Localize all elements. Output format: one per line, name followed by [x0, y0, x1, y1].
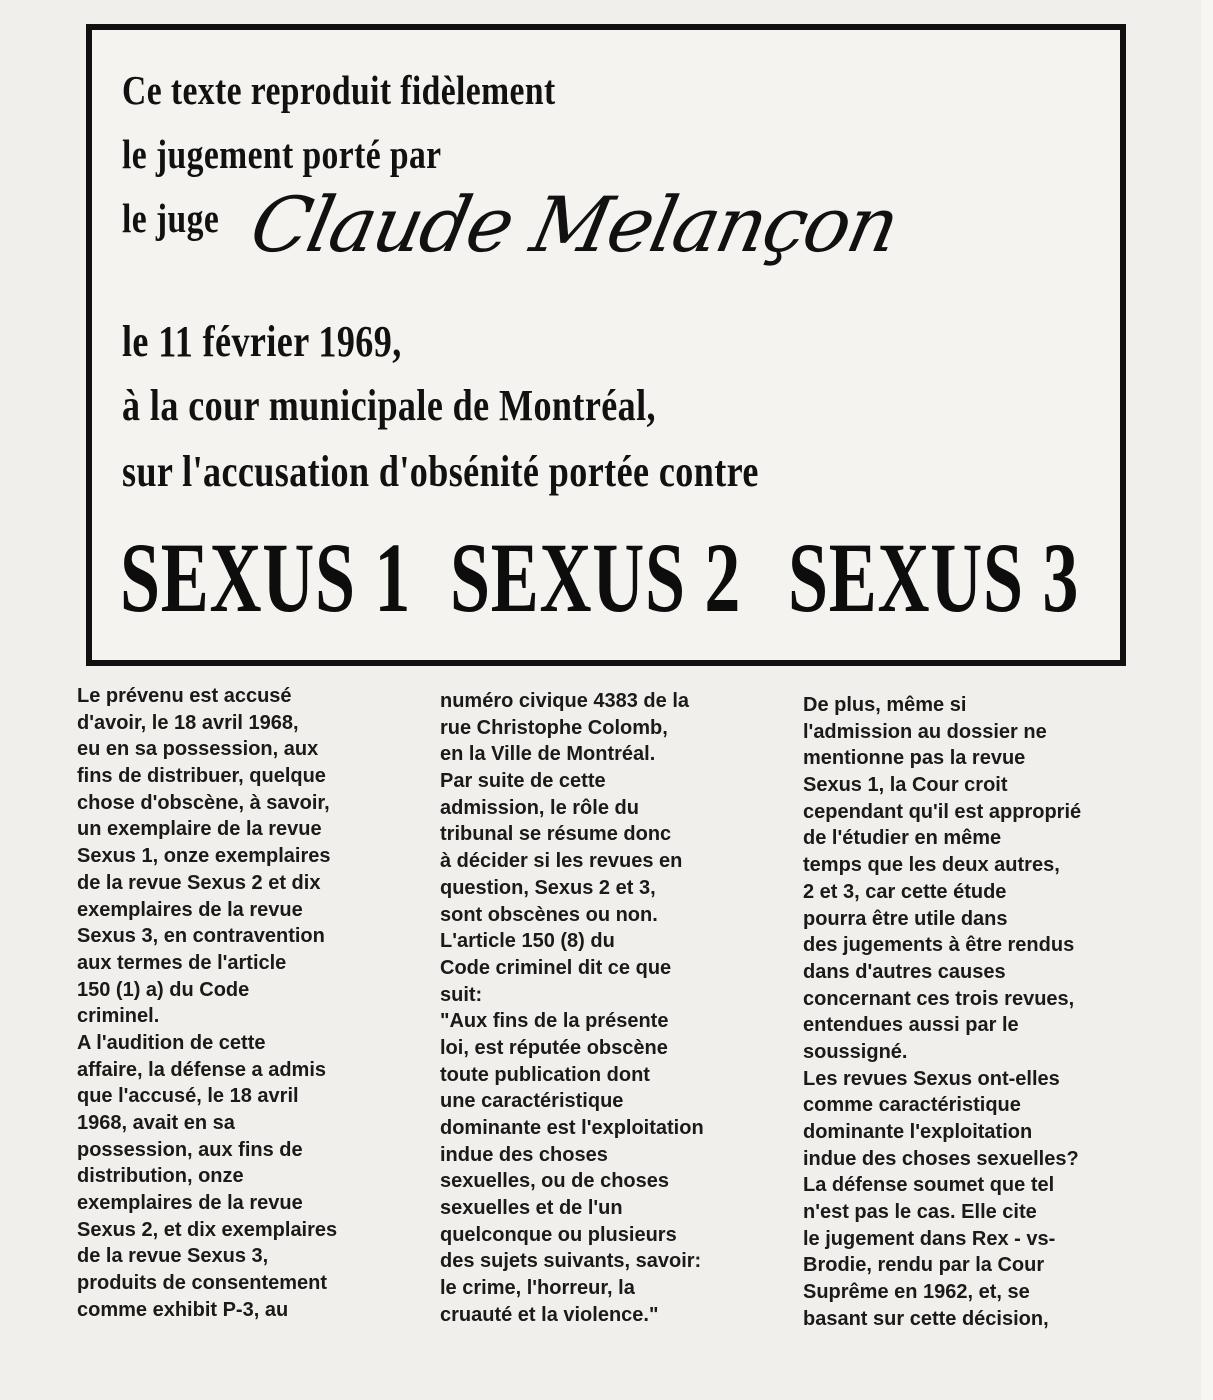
headline-line: le jugement porté par	[122, 131, 442, 177]
text-line: produits de consentement	[77, 1272, 328, 1295]
text-line: L'article 150 (8) du	[440, 930, 615, 953]
text-line: une caractéristique	[440, 1090, 624, 1113]
text-column-3	[803, 692, 1081, 1333]
text-line: dominante l'exploitation	[803, 1121, 1033, 1143]
page-edge	[1201, 0, 1213, 1400]
magazine-title-sexus-2: SEXUS 2	[450, 522, 742, 633]
text-line: indue des choses	[440, 1143, 608, 1166]
text-line: Le prévenu est accusé	[77, 685, 292, 707]
text-line: eu en sa possession, aux	[77, 738, 319, 761]
text-line: loi, est réputée obscène	[440, 1036, 668, 1059]
text-line: toute publication dont	[440, 1063, 650, 1086]
text-line: cruauté et la violence."	[440, 1303, 659, 1326]
text-line: exemplaires de la revue	[77, 1192, 303, 1215]
text-line: exemplaires de la revue	[77, 898, 303, 921]
text-line: Sexus 1, la Cour croit	[803, 774, 1008, 797]
text-line: sexuelles, ou de choses	[440, 1170, 669, 1193]
text-line: aux termes de l'article	[77, 951, 287, 974]
text-line: mentionne pas la revue	[803, 747, 1026, 770]
text-line: A l'audition de cette	[77, 1031, 266, 1054]
text-line: question, Sexus 2 et 3,	[440, 876, 656, 899]
text-line: des jugements à être rendus	[803, 934, 1075, 957]
text-line: "Aux fins de la présente	[440, 1010, 669, 1033]
text-line: comme caractéristique	[803, 1094, 1021, 1117]
magazine-title-sexus-3: SEXUS 3	[788, 522, 1080, 633]
text-line: Suprême en 1962, et, se	[803, 1281, 1030, 1304]
text-line: De plus, même si	[803, 694, 967, 716]
text-line: basant sur cette décision,	[803, 1307, 1049, 1330]
text-line: admission, le rôle du	[440, 796, 639, 819]
text-line: La défense soumet que tel	[803, 1174, 1055, 1197]
text-line: de la revue Sexus 3,	[77, 1245, 269, 1268]
text-line: 2 et 3, car cette étude	[803, 880, 1007, 903]
text-line: distribution, onze	[77, 1165, 244, 1188]
headline-date: le 11 février 1969,	[122, 317, 402, 366]
text-column-1	[77, 683, 337, 1324]
text-line: tribunal se résume donc	[440, 823, 672, 846]
text-line: soussigné.	[803, 1040, 908, 1063]
text-line: comme exhibit P-3, au	[77, 1298, 289, 1321]
text-line: Sexus 3, en contravention	[77, 925, 325, 948]
text-line: quelconque ou plusieurs	[440, 1223, 677, 1246]
text-line: le jugement dans Rex - vs-	[803, 1227, 1056, 1250]
title-box	[86, 24, 1126, 666]
headline-line: le juge	[122, 195, 220, 241]
text-line: Sexus 1, onze exemplaires	[77, 845, 331, 868]
text-line: temps que les deux autres,	[803, 854, 1060, 877]
text-line: des sujets suivants, savoir:	[440, 1250, 702, 1273]
magazine-titles	[120, 518, 1090, 638]
text-line: le crime, l'horreur, la	[440, 1277, 635, 1300]
text-line: un exemplaire de la revue	[77, 818, 322, 841]
text-line: sexuelles et de l'un	[440, 1197, 623, 1220]
text-line: concernant ces trois revues,	[803, 987, 1075, 1010]
text-line: affaire, la défense a admis	[77, 1058, 327, 1081]
text-line: chose d'obscène, à savoir,	[77, 791, 330, 814]
text-line: criminel.	[77, 1005, 160, 1028]
text-line: Code criminel dit ce que	[440, 956, 672, 979]
text-line: 1968, avait en sa	[77, 1112, 235, 1134]
text-line: à décider si les revues en	[440, 850, 683, 873]
text-line: dominante est l'exploitation	[440, 1117, 704, 1139]
text-line: Les revues Sexus ont-elles	[803, 1067, 1060, 1090]
text-line: en la Ville de Montréal.	[440, 743, 656, 766]
text-line: suit:	[440, 983, 483, 1006]
text-line: Sexus 2, et dix exemplaires	[77, 1218, 338, 1241]
headline-line: Ce texte reproduit fidèlement	[122, 67, 556, 113]
text-line: de l'étudier en même	[803, 827, 1002, 850]
text-line: cependant qu'il est approprié	[803, 800, 1082, 823]
text-line: que l'accusé, le 18 avril	[77, 1085, 299, 1108]
text-line: de la revue Sexus 2 et dix	[77, 871, 321, 894]
text-line: Brodie, rendu par la Cour	[803, 1254, 1045, 1277]
text-line: n'est pas le cas. Elle cite	[803, 1201, 1037, 1224]
text-line: indue des choses sexuelles?	[803, 1147, 1079, 1170]
text-line: 150 (1) a) du Code	[77, 978, 250, 1001]
text-line: Par suite de cette	[440, 770, 606, 793]
text-line: l'admission au dossier ne	[803, 720, 1047, 743]
text-line: d'avoir, le 18 avril 1968,	[77, 711, 299, 734]
text-line: sont obscènes ou non.	[440, 903, 658, 926]
text-line: dans d'autres causes	[803, 960, 1006, 983]
headline-accusation: sur l'accusation d'obsénité portée contre	[122, 447, 759, 496]
text-line: pourra être utile dans	[803, 907, 1008, 930]
text-column-2	[440, 688, 704, 1329]
text-line: numéro civique 4383 de la	[440, 690, 689, 712]
text-line: fins de distribuer, quelque	[77, 765, 326, 788]
text-line: entendues aussi par le	[803, 1014, 1019, 1037]
text-line: rue Christophe Colomb,	[440, 716, 668, 739]
magazine-title-sexus-1: SEXUS 1	[120, 522, 412, 633]
headline-court: à la cour municipale de Montréal,	[122, 381, 656, 430]
judge-signature: Claude Melançon	[243, 180, 906, 269]
text-line: possession, aux fins de	[77, 1138, 303, 1161]
